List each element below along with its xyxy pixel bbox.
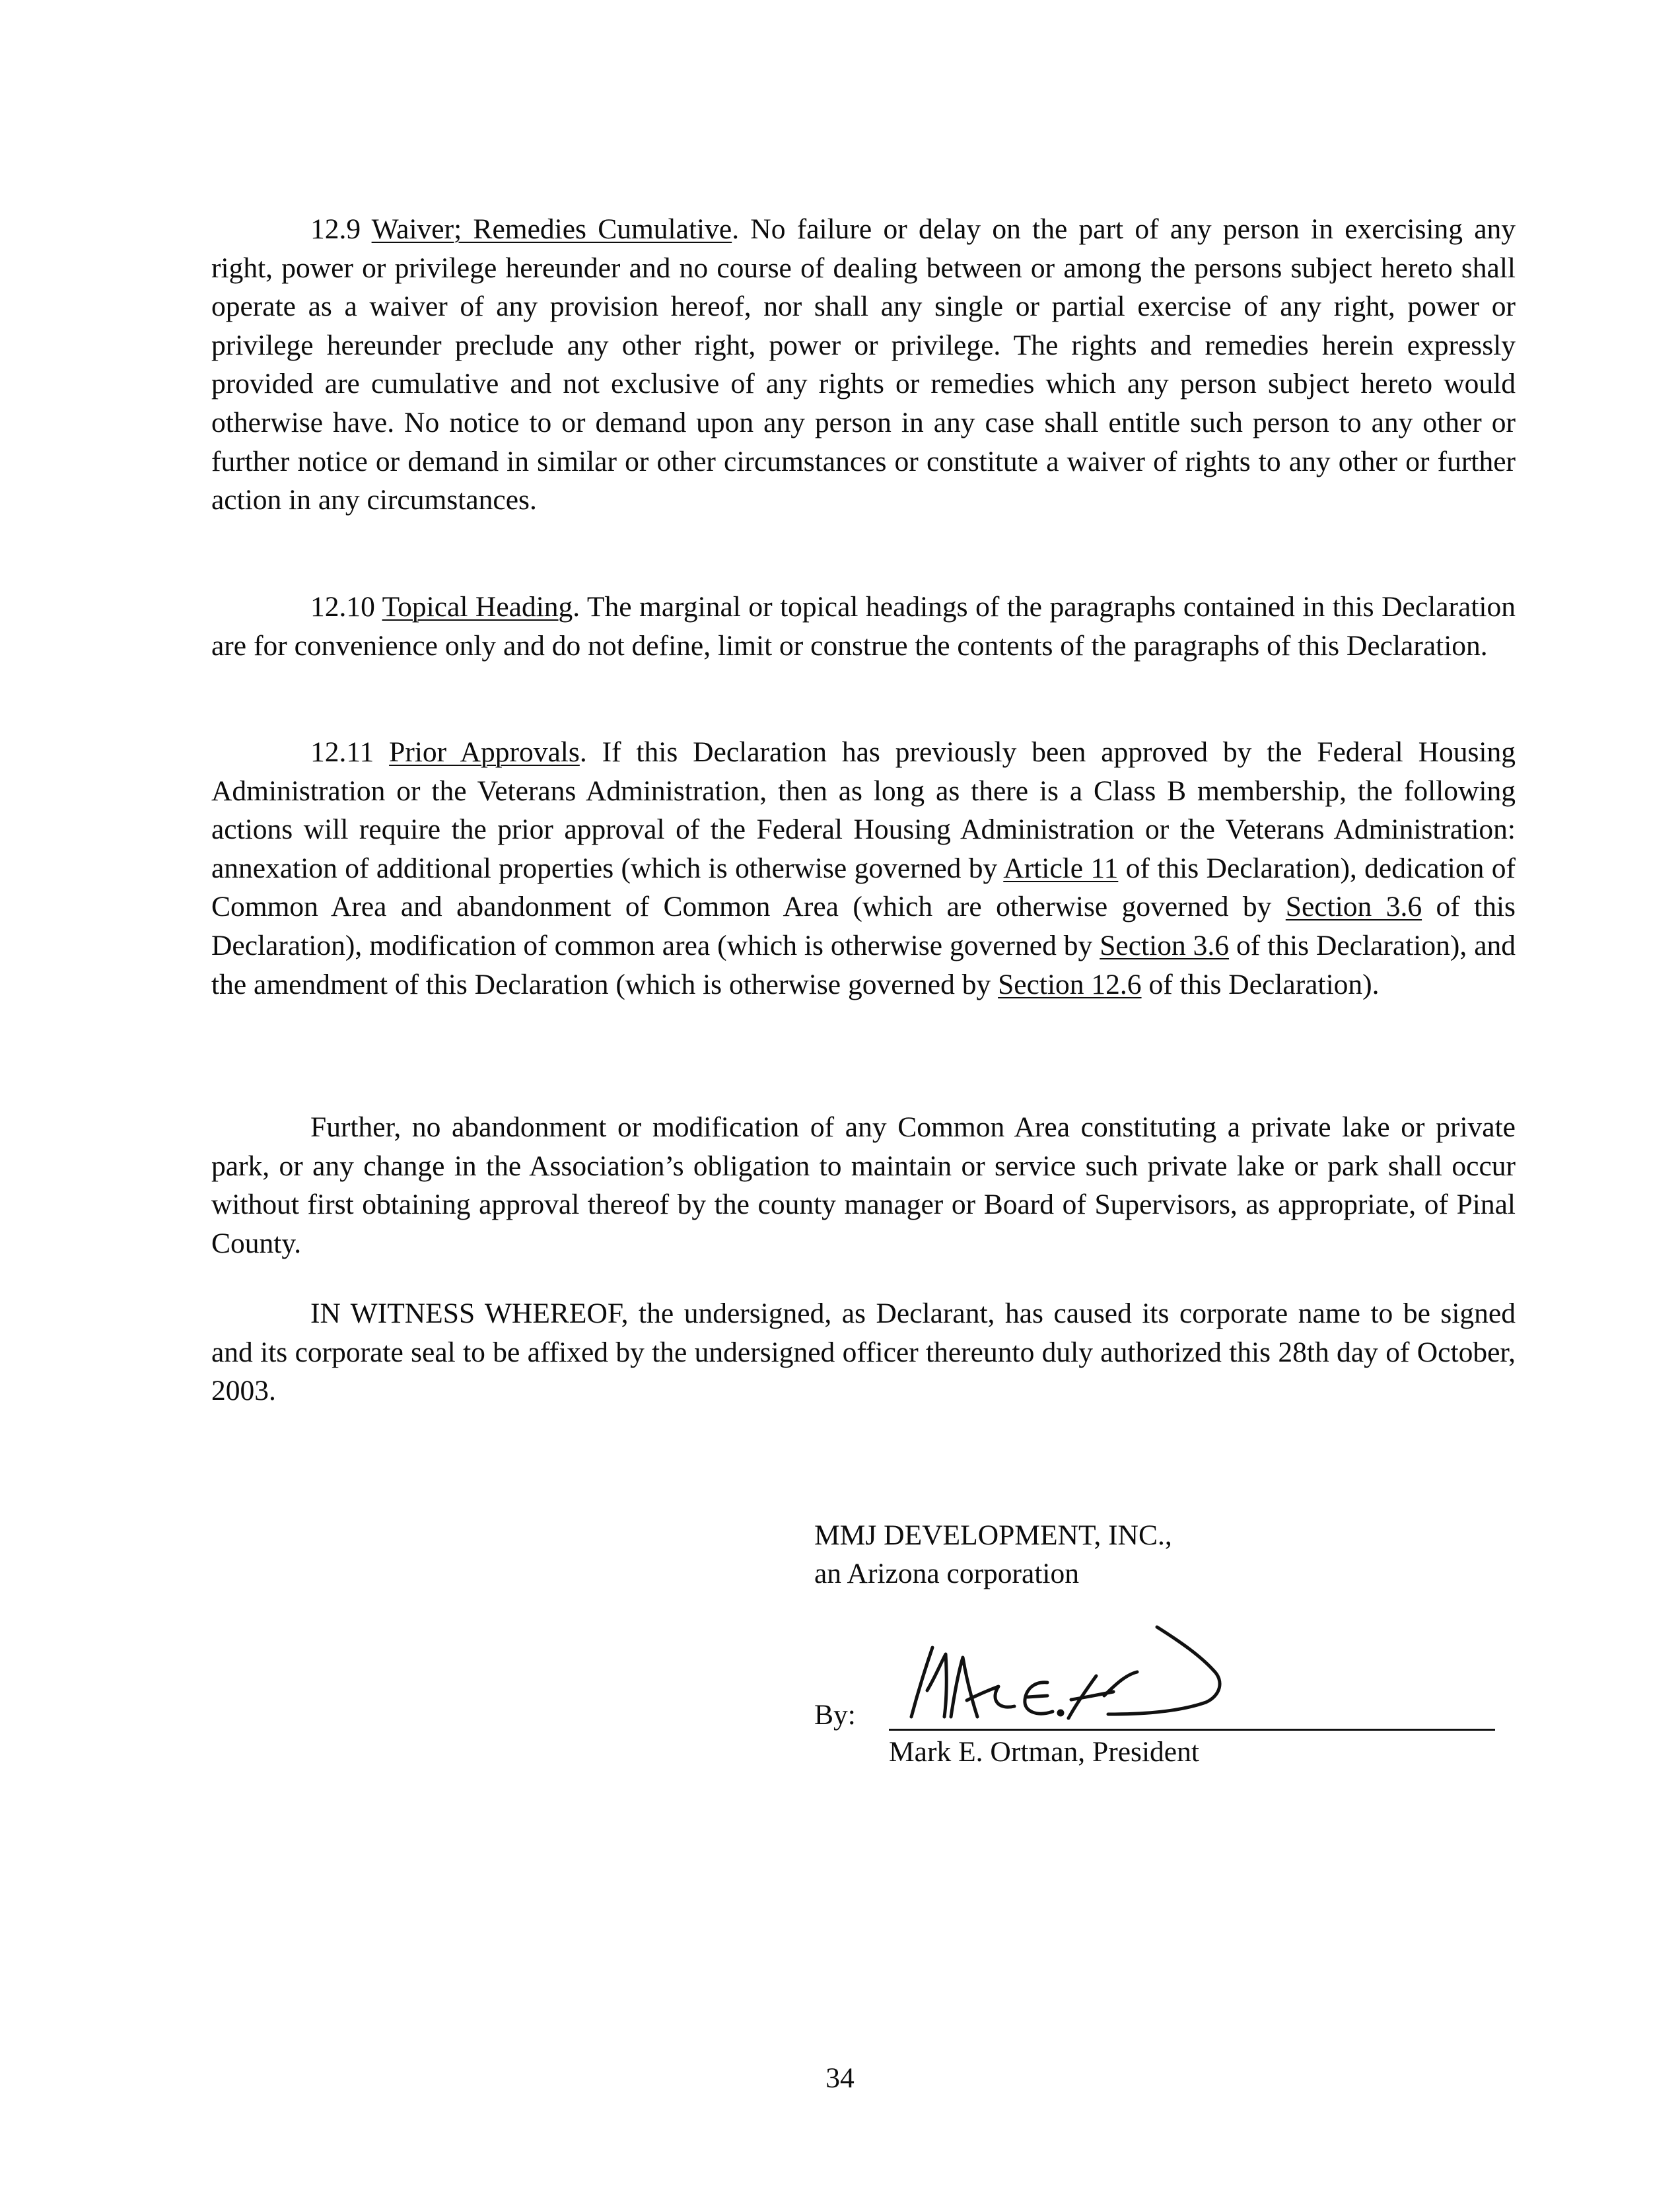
section-heading: Waiver; Remedies Cumulative	[371, 213, 732, 245]
signature-block	[814, 1516, 1172, 1593]
company-name: MMJ DEVELOPMENT, INC.,	[814, 1519, 1172, 1551]
paragraph-witness: IN WITNESS WHEREOF, the undersigned, as Declarant, has caused its corporate name to be signed and its corporate seal to be affixed by the undersigned officer thereunto duly authorized this 28th day of October, 2003.	[211, 1298, 1516, 1407]
paragraph-12-10	[211, 588, 1516, 665]
paragraph-further: Further, no abandonment or modification of any Common Area constituting a private lake or private park, or any change in the Association’s obligation to maintain or service such private lake or park shall occur without first obtaining approval thereof by the county manager or Board of Supervisors, as appropriate, of Pinal County.	[211, 1111, 1516, 1259]
signature-line	[889, 1729, 1495, 1731]
handwritten-signature-icon	[898, 1618, 1242, 1737]
section-number: 12.9	[310, 213, 361, 245]
company-description: an Arizona corporation	[814, 1558, 1080, 1589]
by-label: By:	[814, 1699, 856, 1731]
section-heading: Topical Heading	[382, 591, 573, 623]
section-reference: Section 3.6	[1100, 929, 1230, 961]
paragraph-text: . No failure or delay on the part of any person in exercising any right, power or privilege hereunder and no course of dealing between or among the persons subject hereto shall operate as a waiver of any provision hereof, nor shall any single or partial exercise of any right, power or privilege hereunder preclude any other right, power or privilege. The rights and remedies herein expressly provided are cumulative and not exclusive of any rights or remedies which any person subject hereto would otherwise have. No notice to or demand upon any person in any case shall entitle such person to any other or further notice or demand in similar or other circumstances or constitute a waiver of rights to any other or further action in any circumstances.	[211, 213, 1516, 516]
paragraph-text: of this Declaration), dedication of Common Area and abandonment of Common Area (which are otherwise governed by	[211, 852, 1516, 923]
section-number: 12.10	[310, 591, 375, 623]
paragraph-12-9	[211, 210, 1516, 520]
paragraph-text: of this Declaration).	[1141, 968, 1380, 1000]
section-heading: Prior Approvals	[389, 736, 580, 768]
paragraph-12-11	[211, 733, 1516, 1004]
section-reference: Section 3.6	[1285, 891, 1422, 923]
section-number: 12.11	[310, 736, 374, 768]
section-reference: Section 12.6	[998, 968, 1142, 1000]
paragraph-text: . If this Declaration has previously been approved by the Federal Housing Administration or the Veterans Administration, then as long as there is a Class B membership, the following actions will require the prior approval of the Federal Housing Administration or the Veterans Administration: annexation of additional properties (which is otherwise governed by	[211, 736, 1516, 884]
signer-name: Mark E. Ortman, President	[889, 1736, 1199, 1768]
page-number: 34	[825, 2062, 855, 2094]
paragraph-text: of this Declaration), modification of common area (which is otherwise governed by	[211, 891, 1516, 961]
paragraph-text: of this Declaration), and the amendment of this Declaration (which is otherwise governed by	[211, 929, 1516, 1000]
article-reference: Article 11	[1003, 852, 1119, 884]
paragraph-text: . The marginal or topical headings of the paragraphs contained in this Declaration are for convenience only and do not define, limit or construe the contents of the paragraphs of this Declaration.	[211, 591, 1516, 662]
